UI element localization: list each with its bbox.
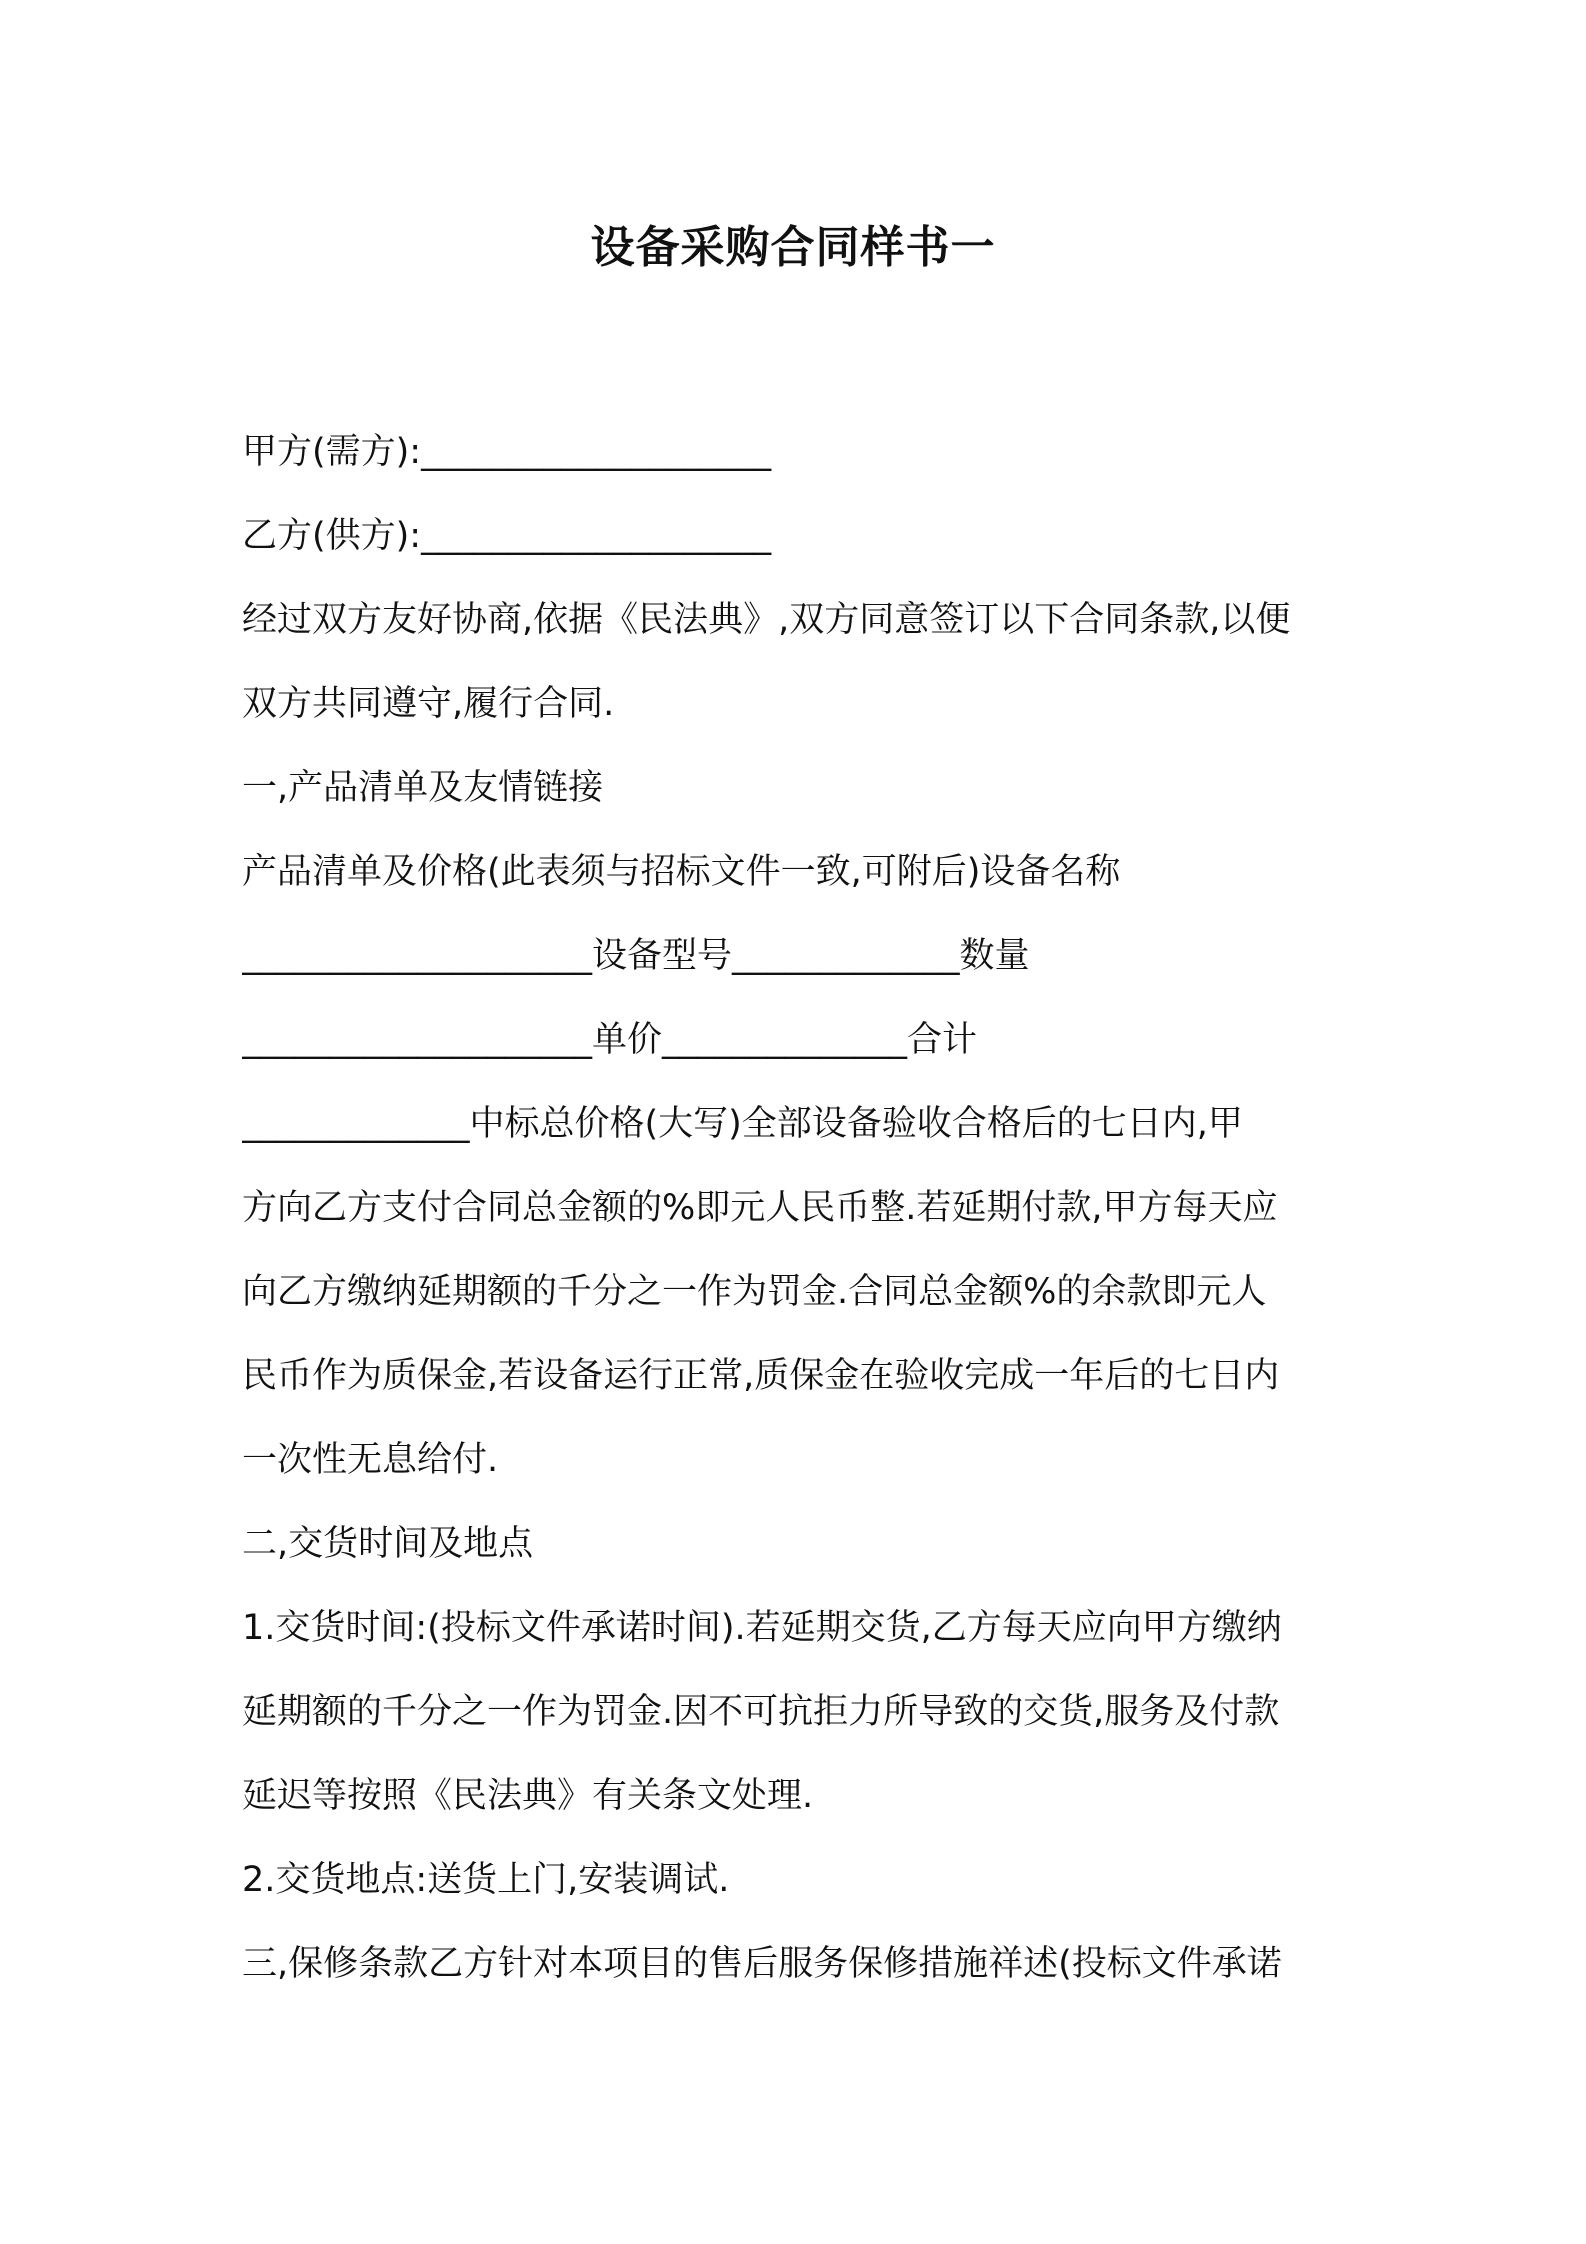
delivery-place-line: 2.交货地点:送货上门,安装调试. xyxy=(242,1860,730,1900)
document-body xyxy=(242,410,1352,2006)
payment-line-2: 方向乙方支付合同总金额的%即元人民币整.若延期付款,甲方每天应 xyxy=(242,1188,1278,1228)
delivery-time-line-1: 1.交货时间:(投标文件承诺时间).若延期交货,乙方每天应向甲方缴纳 xyxy=(242,1608,1282,1648)
payment-line-1: _____________中标总价格(大写)全部设备验收合格后的七日内,甲 xyxy=(242,1104,1243,1144)
preamble-line-1: 经过双方友好协商,依据《民法典》,双方同意签订以下合同条款,以便 xyxy=(242,600,1291,640)
section-3-heading: 三,保修条款乙方针对本项目的售后服务保修措施祥述(投标文件承诺 xyxy=(242,1944,1282,1984)
payment-line-5: 一次性无息给付. xyxy=(242,1440,499,1480)
delivery-time-line-2: 延期额的千分之一作为罚金.因不可抗拒力所导致的交货,服务及付款 xyxy=(242,1692,1280,1732)
payment-line-4: 民币作为质保金,若设备运行正常,质保金在验收完成一年后的七日内 xyxy=(242,1356,1280,1396)
unit-price-line: ____________________单价______________合计 xyxy=(242,1020,978,1060)
document-title: 设备采购合同样书一 xyxy=(590,222,996,273)
section-1-heading: 一,产品清单及友情链接 xyxy=(242,768,604,808)
section-2-heading: 二,交货时间及地点 xyxy=(242,1524,534,1564)
party-b-line: 乙方(供方):____________________ xyxy=(242,516,772,556)
delivery-time-line-3: 延迟等按照《民法典》有关条文处理. xyxy=(242,1776,814,1816)
payment-line-3: 向乙方缴纳延期额的千分之一作为罚金.合同总金额%的余款即元人 xyxy=(242,1272,1267,1312)
party-a-line: 甲方(需方):____________________ xyxy=(242,432,772,472)
preamble-line-2: 双方共同遵守,履行合同. xyxy=(242,684,615,724)
product-list-line: 产品清单及价格(此表须与招标文件一致,可附后)设备名称 xyxy=(242,852,1121,892)
equipment-model-line: ____________________设备型号_____________数量 xyxy=(242,936,1030,976)
